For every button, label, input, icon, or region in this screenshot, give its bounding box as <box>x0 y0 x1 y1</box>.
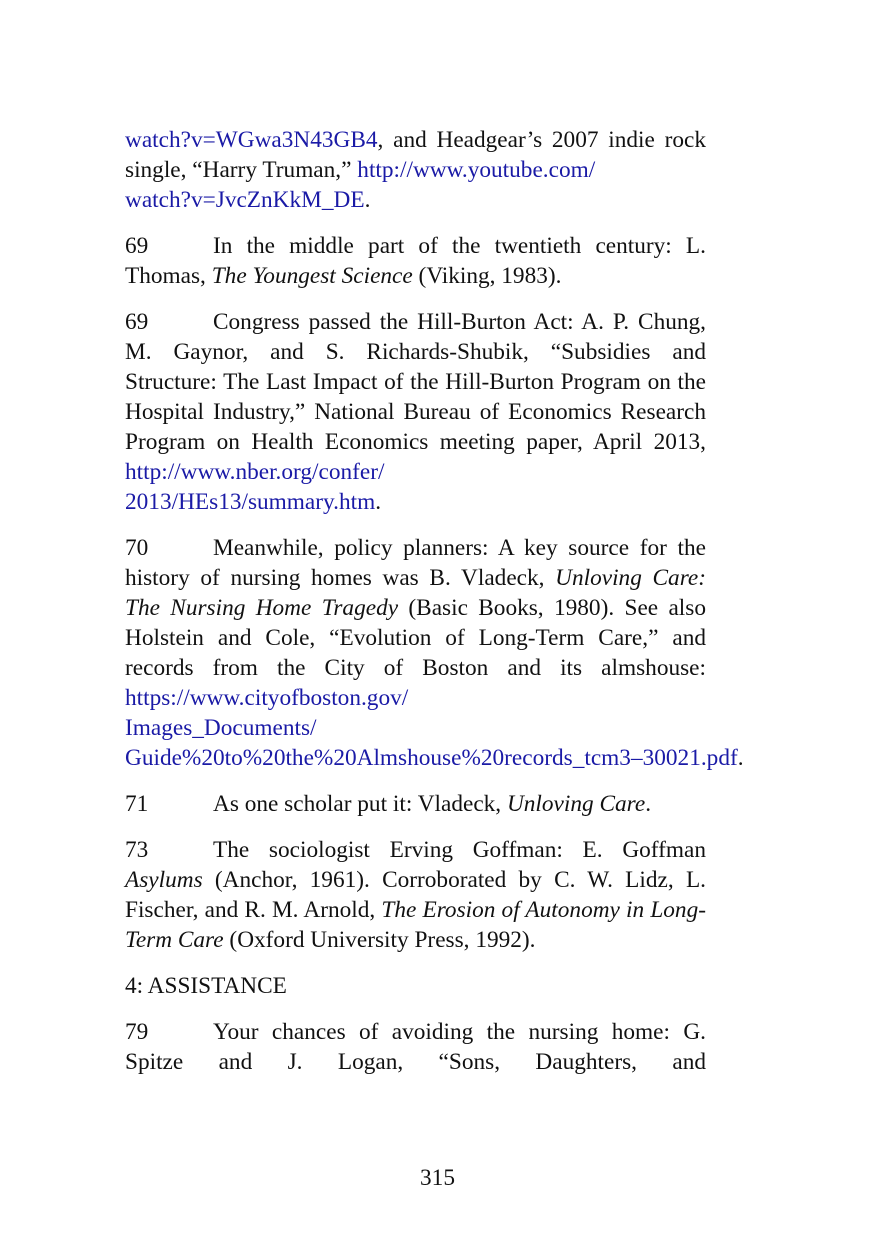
note-71-vladeck: 71 As one scholar put it: Vladeck, Unloving Care. <box>125 791 652 817</box>
note-page-ref: 70 <box>125 535 149 561</box>
youtube-link-1[interactable]: watch?v=WGwa3N43GB4 <box>125 127 378 153</box>
note-text: , and Headgear’s 2007 indie rock single, “Harry Truman,” <box>125 127 706 183</box>
note-79-spitze: 79 Your chances of avoiding the nursing home: G. Spitze and J. Logan, “Sons, Daughters, and <box>125 1019 706 1075</box>
note-page-ref: 79 <box>125 1019 149 1045</box>
book-title: Unloving Care <box>506 791 646 817</box>
chapter-heading: 4: ASSISTANCE <box>125 973 287 999</box>
note-69-hill-burton: 69 Congress passed the Hill-Burton Act: A. P. Chung, M. Gaynor, and S. Richards-Shubik, “Subsidies and Structure: The Last Impact of the Hill-Burton Program on the Hospital Industry,” National Bureau of Economics Research Program on Health Economics meeting paper, April 2013, http://www.nber.org/confer/ 2013/HEs13/summary.htm. <box>125 309 706 515</box>
nber-link[interactable]: http://www.nber.org/confer/ 2013/HEs13/summary.htm <box>125 459 385 515</box>
boston-link[interactable]: https://www.cityofboston.gov/ Images_Documents/ Guide%20to%20the%20Almshouse%20records_tcm3–30021.pdf <box>125 685 738 771</box>
book-title: Asylums <box>125 867 203 893</box>
page-number: 315 <box>420 1165 455 1191</box>
note-page-ref: 69 <box>125 233 149 259</box>
note-continuation: watch?v=WGwa3N43GB4, and Headgear’s 2007 indie rock single, “Harry Truman,” http://www.youtube.com/ watch?v=JvcZnKkM_DE. <box>125 127 706 213</box>
note-page-ref: 71 <box>125 791 149 817</box>
note-page-ref: 73 <box>125 837 149 863</box>
youtube-link-2[interactable]: http://www.youtube.com/ watch?v=JvcZnKkM_DE <box>125 157 596 213</box>
note-73-goffman: 73 The sociologist Erving Goffman: E. Goffman Asylums (Anchor, 1961). Corroborated by C. W. Lidz, L. Fischer, and R. M. Arnold, The Erosion of Autonomy in Long-Term Care (Oxford University Press, 1992). <box>125 837 706 953</box>
note-page-ref: 69 <box>125 309 149 335</box>
book-title: The Erosion of Autonomy in Long-Term Care <box>125 897 706 953</box>
book-title: Unloving Care: The Nursing Home Tragedy <box>125 565 707 621</box>
note-70-vladeck: 70 Meanwhile, policy planners: A key source for the history of nursing homes was B. Vladeck, Unloving Care: The Nursing Home Tragedy (Basic Books, 1980). See also Holstein and Cole, “Evolution of Long-Term Care,” and records from the City of Boston and its almshouse: https://www.cityofboston.gov/ Images_Documents/ Guide%20to%20the%20Almshouse%20records_tcm3–30021.pdf. <box>125 535 744 771</box>
note-69-thomas: 69 In the middle part of the twentieth century: L. Thomas, The Youngest Science (Viking, 1983). <box>125 233 706 289</box>
notes-body <box>125 125 744 1093</box>
book-title: The Youngest Science <box>211 263 413 289</box>
